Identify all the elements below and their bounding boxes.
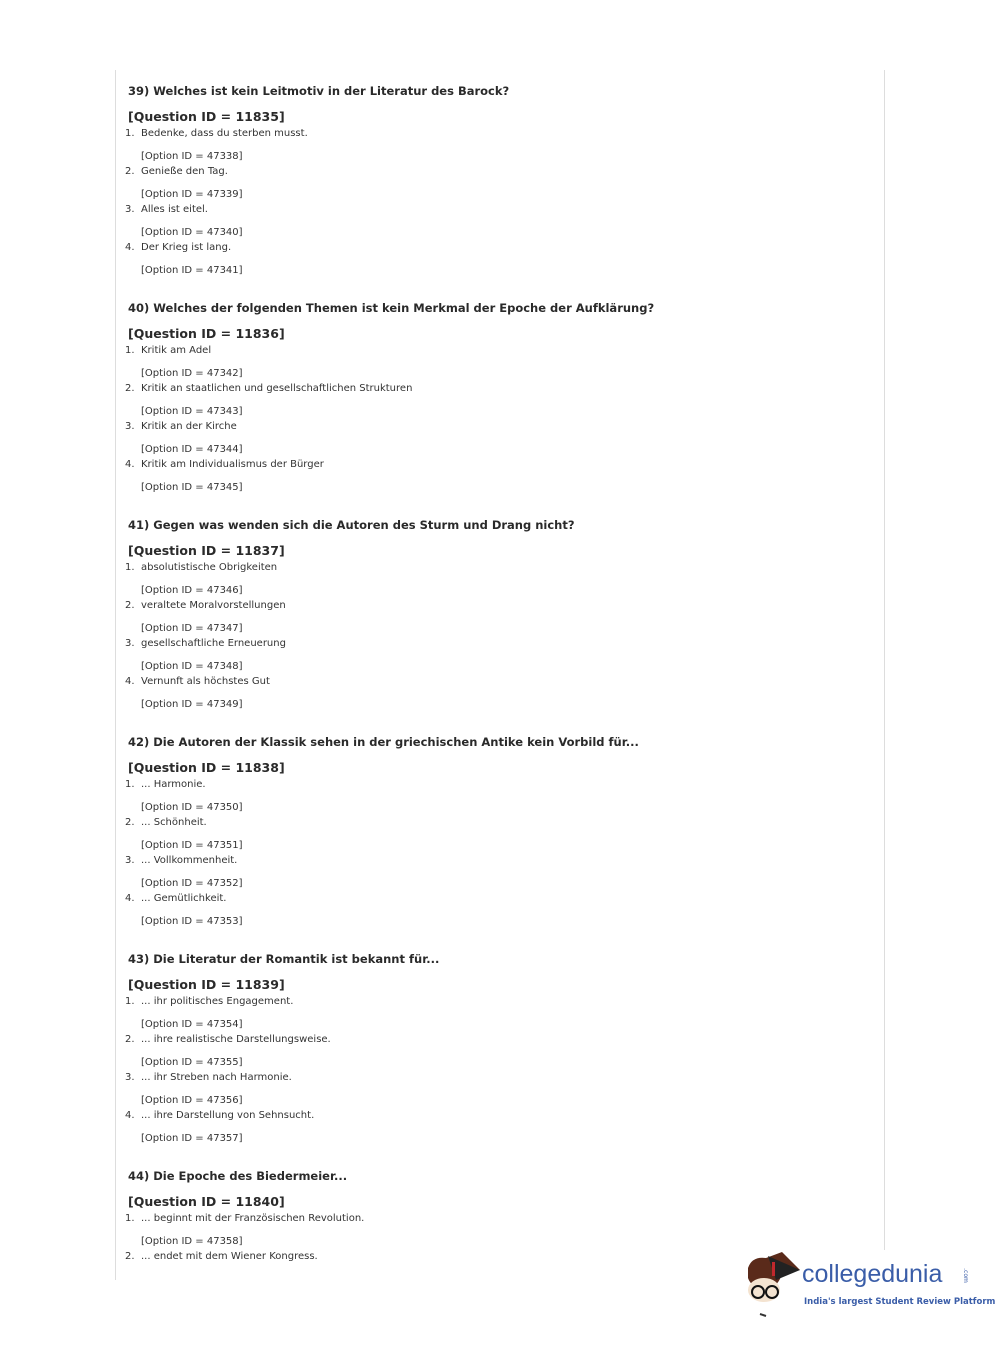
option-id: [Option ID = 47349]: [141, 699, 243, 710]
option-id: [Option ID = 47348]: [141, 661, 243, 672]
option-item: [116, 891, 876, 907]
option-item: [116, 1211, 876, 1227]
option-id: [Option ID = 47354]: [141, 1019, 243, 1030]
option-number: 2.: [125, 383, 135, 394]
option-item: [116, 343, 876, 359]
option-number: 1.: [125, 345, 135, 356]
option-number: 2.: [125, 1251, 135, 1262]
option-id: [Option ID = 47340]: [141, 227, 243, 238]
option-text: Kritik an der Kirche: [141, 421, 237, 432]
option-id: [Option ID = 47341]: [141, 265, 243, 276]
option-number: 2.: [125, 1034, 135, 1045]
option-number: 3.: [125, 638, 135, 649]
option-id: [Option ID = 47344]: [141, 444, 243, 455]
option-item: [116, 419, 876, 435]
option-number: 4.: [125, 1110, 135, 1121]
option-text: Kritik an staatlichen und gesellschaftlichen Strukturen: [141, 383, 413, 394]
option-text: Alles ist eitel.: [141, 204, 208, 215]
option-id: [Option ID = 47355]: [141, 1057, 243, 1068]
option-text: Genieße den Tag.: [141, 166, 228, 177]
option-id: [Option ID = 47338]: [141, 151, 243, 162]
option-text: ... Harmonie.: [141, 779, 206, 790]
option-text: ... endet mit dem Wiener Kongress.: [141, 1251, 318, 1262]
option-id: [Option ID = 47358]: [141, 1236, 243, 1247]
option-number: 4.: [125, 242, 135, 253]
question-block: [116, 734, 876, 930]
question-block: [116, 300, 876, 496]
option-text: ... Gemütlichkeit.: [141, 893, 227, 904]
option-item: [116, 1070, 876, 1086]
question-list: [116, 83, 876, 1286]
option-id: [Option ID = 47343]: [141, 406, 243, 417]
option-number: 1.: [125, 996, 135, 1007]
option-number: 4.: [125, 893, 135, 904]
question-block: [116, 83, 876, 279]
option-number: 2.: [125, 600, 135, 611]
question-id: [Question ID = 11835]: [128, 109, 285, 124]
option-id: [Option ID = 47357]: [141, 1133, 243, 1144]
option-id: [Option ID = 47350]: [141, 802, 243, 813]
option-item: [116, 126, 876, 142]
option-item: [116, 240, 876, 256]
option-text: absolutistische Obrigkeiten: [141, 562, 278, 573]
option-id: [Option ID = 47351]: [141, 840, 243, 851]
option-id: [Option ID = 47345]: [141, 482, 243, 493]
logo-suffix: .com: [961, 1268, 969, 1283]
option-number: 1.: [125, 779, 135, 790]
question-title: 43) Die Literatur der Romantik ist bekannt für...: [128, 952, 440, 966]
option-number: 1.: [125, 128, 135, 139]
option-number: 3.: [125, 1072, 135, 1083]
option-id: [Option ID = 47352]: [141, 878, 243, 889]
question-id: [Question ID = 11840]: [128, 1194, 285, 1209]
option-item: [116, 202, 876, 218]
option-number: 2.: [125, 166, 135, 177]
option-item: [116, 1108, 876, 1124]
option-item: [116, 381, 876, 397]
option-item: [116, 164, 876, 180]
option-text: ... Schönheit.: [141, 817, 207, 828]
option-id: [Option ID = 47342]: [141, 368, 243, 379]
right-border: [884, 70, 885, 1250]
question-title: 44) Die Epoche des Biedermeier...: [128, 1169, 348, 1183]
question-title: 41) Gegen was wenden sich die Autoren des Sturm und Drang nicht?: [128, 518, 575, 532]
option-number: 4.: [125, 459, 135, 470]
option-id: [Option ID = 47347]: [141, 623, 243, 634]
mascot-icon: [742, 1250, 802, 1320]
question-id: [Question ID = 11837]: [128, 543, 285, 558]
option-number: 1.: [125, 562, 135, 573]
option-item: [116, 815, 876, 831]
question-id: [Question ID = 11836]: [128, 326, 285, 341]
option-item: [116, 674, 876, 690]
option-number: 2.: [125, 817, 135, 828]
option-text: Vernunft als höchstes Gut: [141, 676, 270, 687]
option-text: ... Vollkommenheit.: [141, 855, 238, 866]
option-number: 1.: [125, 1213, 135, 1224]
option-item: [116, 598, 876, 614]
option-number: 4.: [125, 676, 135, 687]
option-text: ... ihr politisches Engagement.: [141, 996, 294, 1007]
option-text: ... ihre realistische Darstellungsweise.: [141, 1034, 331, 1045]
option-item: [116, 994, 876, 1010]
option-text: Bedenke, dass du sterben musst.: [141, 128, 308, 139]
option-text: Der Krieg ist lang.: [141, 242, 232, 253]
option-text: Kritik am Individualismus der Bürger: [141, 459, 324, 470]
option-text: ... ihre Darstellung von Sehnsucht.: [141, 1110, 315, 1121]
option-item: [116, 560, 876, 576]
option-item: [116, 777, 876, 793]
logo-tagline: India's largest Student Review Platform: [804, 1297, 996, 1307]
option-item: [116, 636, 876, 652]
question-title: 40) Welches der folgenden Themen ist kein Merkmal der Epoche der Aufklärung?: [128, 301, 655, 315]
option-item: [116, 853, 876, 869]
question-id: [Question ID = 11838]: [128, 760, 285, 775]
question-title: 39) Welches ist kein Leitmotiv in der Literatur des Barock?: [128, 84, 510, 98]
option-id: [Option ID = 47346]: [141, 585, 243, 596]
question-block: [116, 951, 876, 1147]
collegedunia-logo[interactable]: [742, 1250, 996, 1320]
question-block: [116, 517, 876, 713]
option-text: ... beginnt mit der Französischen Revolution.: [141, 1213, 365, 1224]
option-item: [116, 1032, 876, 1048]
question-id: [Question ID = 11839]: [128, 977, 285, 992]
option-id: [Option ID = 47339]: [141, 189, 243, 200]
logo-brand: collegedunia: [802, 1260, 943, 1288]
option-text: ... ihr Streben nach Harmonie.: [141, 1072, 292, 1083]
option-id: [Option ID = 47356]: [141, 1095, 243, 1106]
option-text: gesellschaftliche Erneuerung: [141, 638, 286, 649]
option-text: veraltete Moralvorstellungen: [141, 600, 286, 611]
option-item: [116, 457, 876, 473]
option-number: 3.: [125, 204, 135, 215]
option-text: Kritik am Adel: [141, 345, 212, 356]
option-number: 3.: [125, 421, 135, 432]
question-title: 42) Die Autoren der Klassik sehen in der griechischen Antike kein Vorbild für...: [128, 735, 639, 749]
option-id: [Option ID = 47353]: [141, 916, 243, 927]
option-number: 3.: [125, 855, 135, 866]
